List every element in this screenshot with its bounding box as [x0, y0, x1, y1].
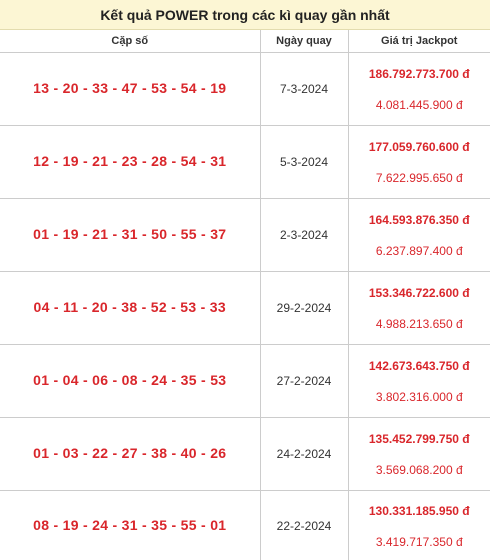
- date-cell: [260, 491, 348, 560]
- jackpot-1-value: 177.059.760.600 đ: [368, 139, 470, 154]
- numbers-cell: [0, 126, 260, 199]
- numbers-cell: [0, 418, 260, 491]
- table-row: [0, 491, 490, 560]
- date-cell: [260, 272, 348, 345]
- draw-date: 2-3-2024: [279, 228, 329, 242]
- jackpot-cell: [348, 53, 490, 126]
- table-row: [0, 272, 490, 345]
- numbers-cell: [0, 53, 260, 126]
- drawn-numbers: 01 - 03 - 22 - 27 - 38 - 40 - 26: [33, 445, 227, 461]
- drawn-numbers: 04 - 11 - 20 - 38 - 52 - 53 - 33: [33, 299, 226, 315]
- draw-date: 5-3-2024: [279, 155, 329, 169]
- date-cell: [260, 199, 348, 272]
- header-jackpot: Giá trị Jackpot: [348, 30, 490, 53]
- table-row: [0, 345, 490, 418]
- numbers-cell: [0, 199, 260, 272]
- draw-date: 22-2-2024: [276, 519, 332, 533]
- panel-title: Kết quả POWER trong các kì quay gần nhất: [0, 0, 490, 30]
- drawn-numbers: 01 - 04 - 06 - 08 - 24 - 35 - 53: [33, 372, 227, 388]
- drawn-numbers: 01 - 19 - 21 - 31 - 50 - 55 - 37: [33, 226, 227, 242]
- jackpot-2-value: 3.802.316.000 đ: [375, 389, 463, 404]
- jackpot-cell: [348, 345, 490, 418]
- jackpot-cell: [348, 199, 490, 272]
- draw-date: 27-2-2024: [276, 374, 332, 388]
- jackpot-2-value: 4.081.445.900 đ: [375, 97, 463, 112]
- table-row: [0, 53, 490, 126]
- drawn-numbers: 08 - 19 - 24 - 31 - 35 - 55 - 01: [33, 517, 227, 533]
- date-cell: [260, 53, 348, 126]
- jackpot-1-value: 130.331.185.950 đ: [368, 503, 470, 518]
- jackpot-1-value: 186.792.773.700 đ: [368, 66, 470, 81]
- table-row: [0, 126, 490, 199]
- jackpot-2-value: 4.988.213.650 đ: [375, 316, 463, 331]
- date-cell: [260, 418, 348, 491]
- header-numbers: Cặp số: [0, 30, 260, 53]
- numbers-cell: [0, 491, 260, 560]
- jackpot-cell: [348, 418, 490, 491]
- results-table: [0, 30, 490, 560]
- jackpot-2-value: 3.569.068.200 đ: [375, 462, 463, 477]
- jackpot-2-value: 6.237.897.400 đ: [375, 243, 463, 258]
- numbers-cell: [0, 272, 260, 345]
- jackpot-cell: [348, 491, 490, 560]
- jackpot-1-value: 153.346.722.600 đ: [368, 285, 470, 300]
- jackpot-cell: [348, 272, 490, 345]
- jackpot-cell: [348, 126, 490, 199]
- date-cell: [260, 126, 348, 199]
- draw-date: 29-2-2024: [276, 301, 332, 315]
- jackpot-1-value: 135.452.799.750 đ: [368, 431, 470, 446]
- draw-date: 7-3-2024: [279, 82, 329, 96]
- jackpot-2-value: 7.622.995.650 đ: [375, 170, 463, 185]
- table-header-row: [0, 30, 490, 53]
- drawn-numbers: 13 - 20 - 33 - 47 - 53 - 54 - 19: [33, 80, 227, 96]
- jackpot-2-value: 3.419.717.350 đ: [375, 534, 463, 549]
- drawn-numbers: 12 - 19 - 21 - 23 - 28 - 54 - 31: [33, 153, 227, 169]
- header-date: Ngày quay: [260, 30, 348, 53]
- jackpot-1-value: 164.593.876.350 đ: [368, 212, 470, 227]
- table-row: [0, 199, 490, 272]
- date-cell: [260, 345, 348, 418]
- jackpot-1-value: 142.673.643.750 đ: [368, 358, 470, 373]
- draw-date: 24-2-2024: [276, 447, 332, 461]
- numbers-cell: [0, 345, 260, 418]
- table-row: [0, 418, 490, 491]
